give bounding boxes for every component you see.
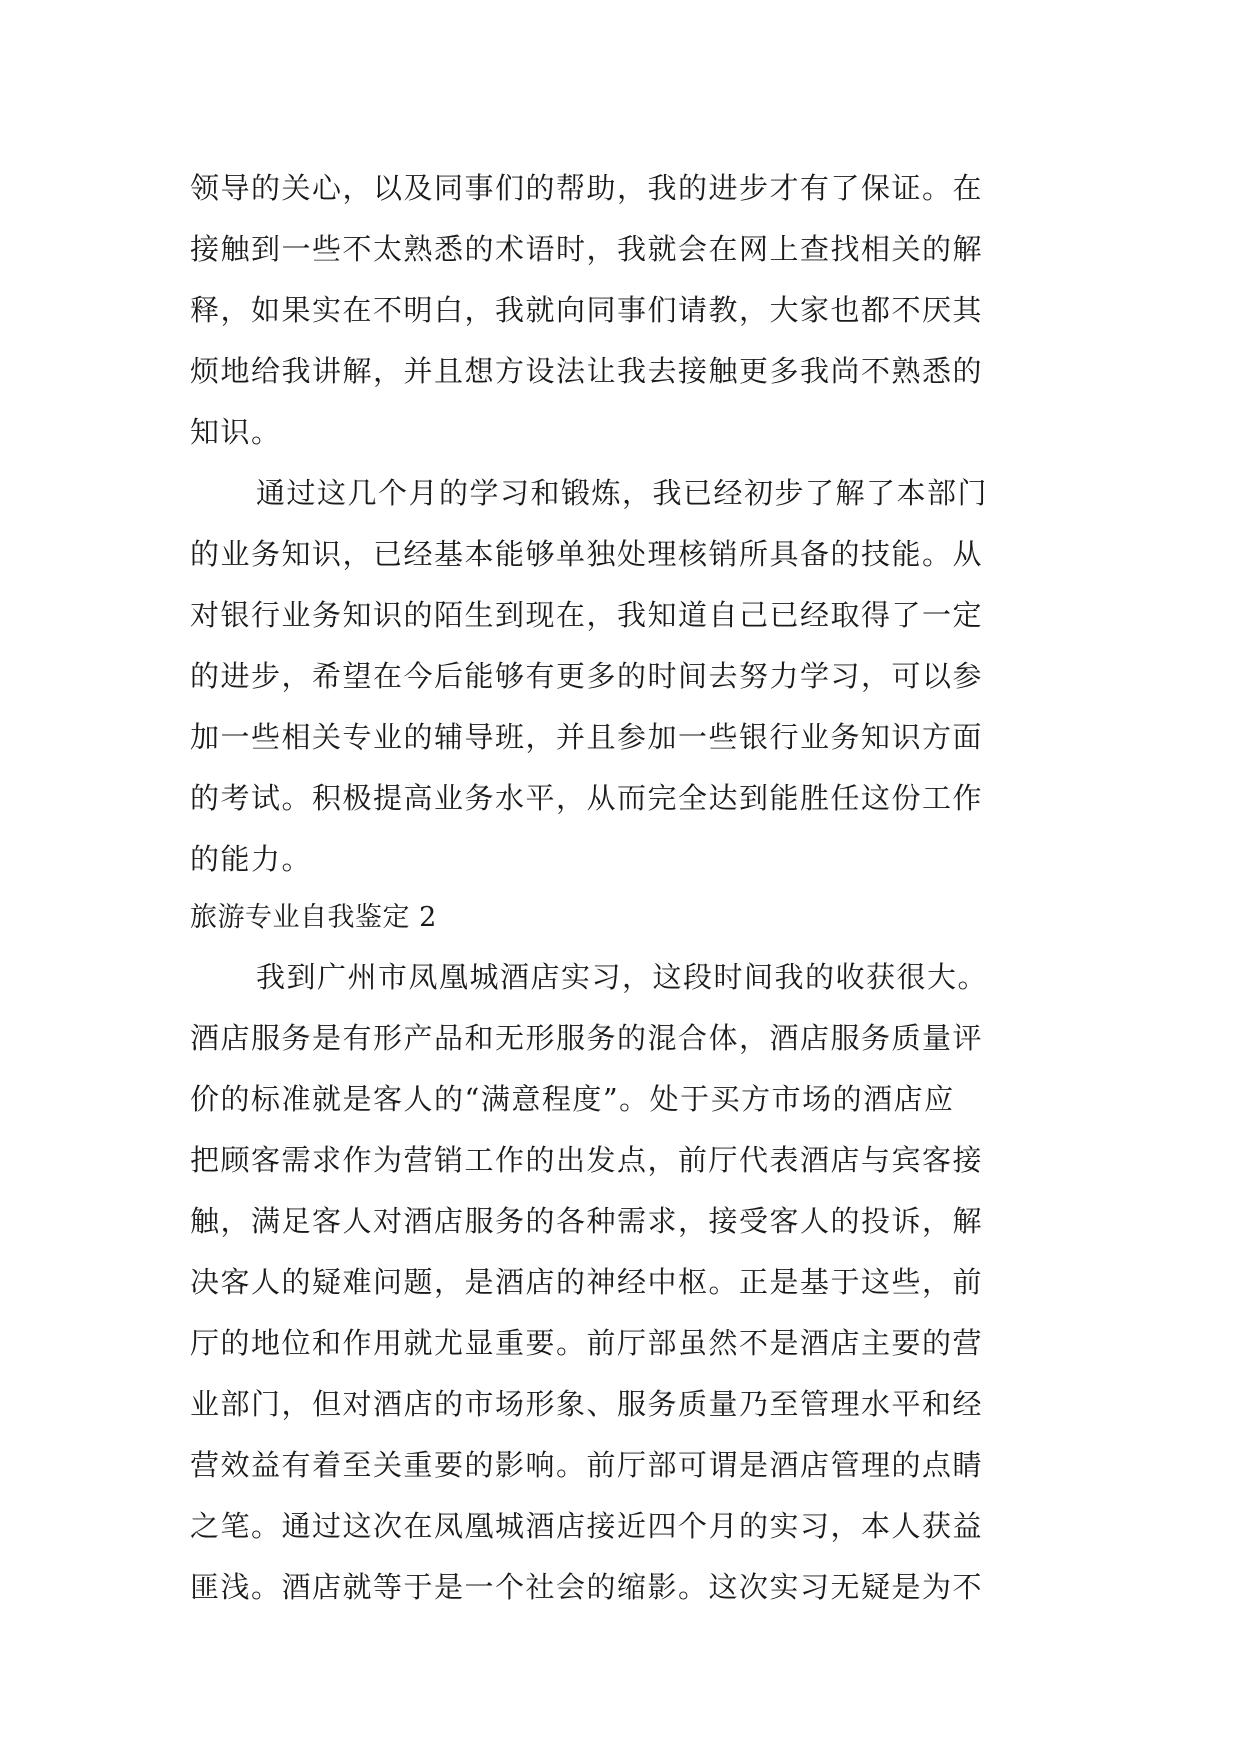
paragraph-line: 烦地给我讲解，并且想方设法让我去接触更多我尚不熟悉的 [190,354,984,388]
paragraph-line: 我到广州市凤凰城酒店实习，这段时间我的收获很大。 [256,960,989,994]
paragraph-line: 的能力。 [190,842,313,876]
paragraph-line: 加一些相关专业的辅导班，并且参加一些银行业务知识方面 [190,720,984,754]
paragraph-line: 的进步，希望在今后能够有更多的时间去努力学习，可以参 [190,659,984,693]
paragraph-line: 匪浅。酒店就等于是一个社会的缩影。这次实习无疑是为不 [190,1570,984,1604]
paragraph-line: 把顾客需求作为营销工作的出发点，前厅代表酒店与宾客接 [190,1143,984,1177]
paragraph-line: 价的标准就是客人的“满意程度”。处于买方市场的酒店应 [190,1082,955,1116]
section-heading: 旅游专业自我鉴定 2 [190,902,437,933]
paragraph-line: 之笔。通过这次在凤凰城酒店接近四个月的实习，本人获益 [190,1509,984,1543]
paragraph-line: 的考试。积极提高业务水平，从而完全达到能胜任这份工作 [190,781,984,815]
paragraph-line: 接触到一些不太熟悉的术语时，我就会在网上查找相关的解 [190,232,984,266]
paragraph-line: 触，满足客人对酒店服务的各种需求，接受客人的投诉，解 [190,1204,984,1238]
paragraph-line: 决客人的疑难问题，是酒店的神经中枢。正是基于这些，前 [190,1265,984,1299]
paragraph-line: 释，如果实在不明白，我就向同事们请教，大家也都不厌其 [190,293,984,327]
paragraph-line: 对银行业务知识的陌生到现在，我知道自己已经取得了一定 [190,598,984,632]
paragraph-line: 知识。 [190,415,282,449]
paragraph-line: 的业务知识，已经基本能够单独处理核销所具备的技能。从 [190,537,984,571]
paragraph-line: 通过这几个月的学习和锻炼，我已经初步了解了本部门 [256,476,989,510]
paragraph-line: 领导的关心，以及同事们的帮助，我的进步才有了保证。在 [190,171,984,205]
paragraph-line: 酒店服务是有形产品和无形服务的混合体，酒店服务质量评 [190,1021,984,1055]
paragraph-line: 营效益有着至关重要的影响。前厅部可谓是酒店管理的点睛 [190,1448,984,1482]
paragraph-line: 业部门，但对酒店的市场形象、服务质量乃至管理水平和经 [190,1387,984,1421]
paragraph-line: 厅的地位和作用就尤显重要。前厅部虽然不是酒店主要的营 [190,1326,984,1360]
